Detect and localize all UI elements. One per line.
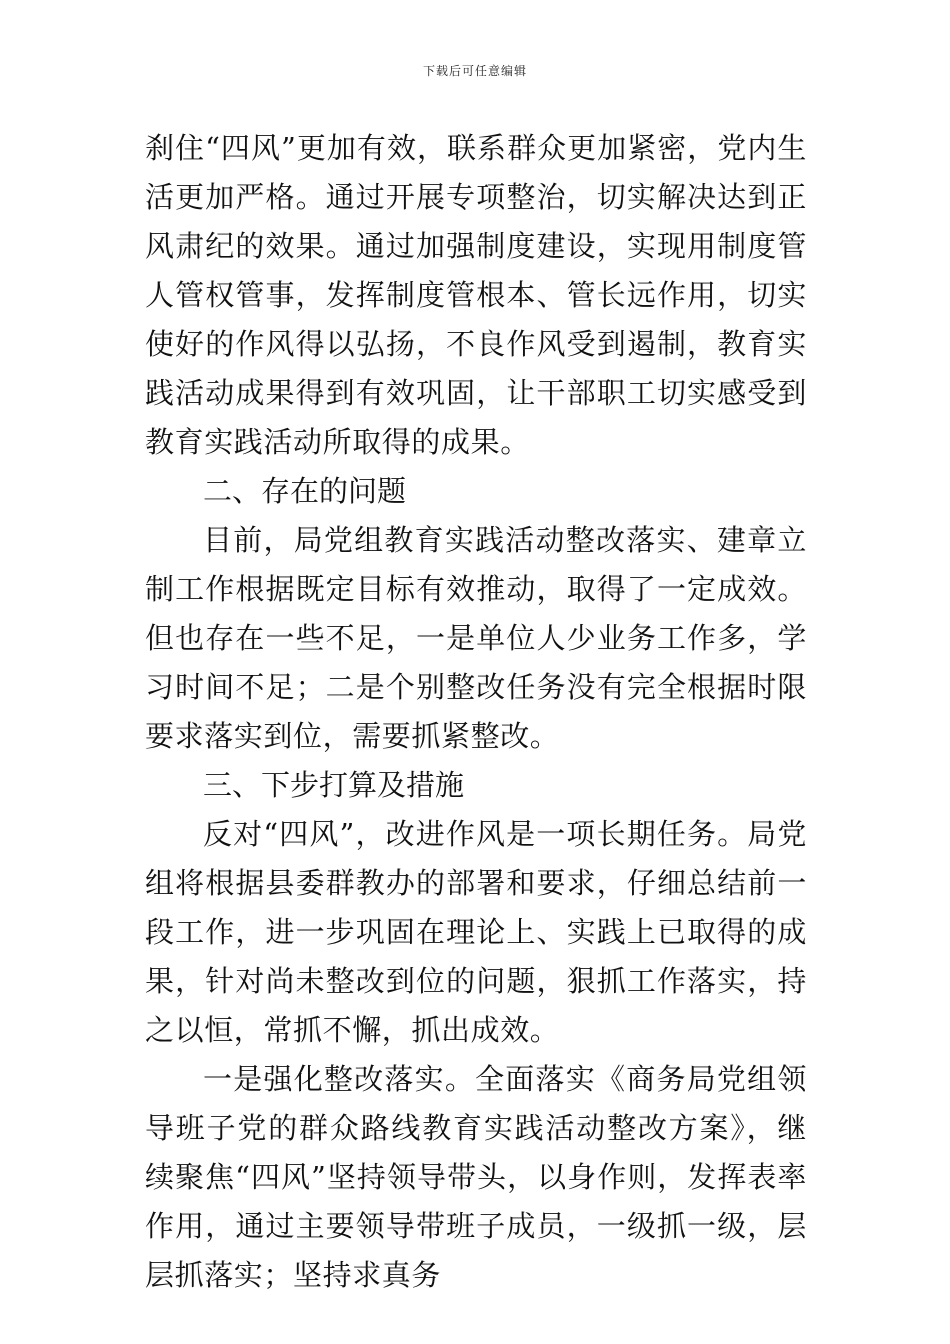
paragraph-next-steps: 反对“四风”，改进作风是一项长期任务。局党组将根据县委群教办的部署和要求，仔细总结前一段工作，进一步巩固在理论上、实践上已取得的成果，针对尚未整改到位的问题，狠抓工作落实，持之以恒，常抓不懈，抓出成效。 xyxy=(145,817,807,1047)
section-heading-next-steps: 三、下步打算及措施 xyxy=(203,768,465,802)
page-header-note: 下载后可任意编辑 xyxy=(422,64,527,78)
section-heading-problems: 二、存在的问题 xyxy=(203,474,407,508)
paragraph-continuation: 刹住“四风”更加有效，联系群众更加紧密，党内生活更加严格。通过开展专项整治，切实解决达到正风肃纪的效果。通过加强制度建设，实现用制度管人管权管事，发挥制度管根本、管长远作用，切实使好的作风得以弘扬，不良作风受到遏制，教育实践活动成果得到有效巩固，让干部职工切实感受到教育实践活动所取得的成果。 xyxy=(145,131,807,459)
document-body xyxy=(145,124,807,1300)
paragraph-problems: 目前，局党组教育实践活动整改落实、建章立制工作根据既定目标有效推动，取得了一定成效。但也存在一些不足，一是单位人少业务工作多，学习时间不足；二是个别整改任务没有完全根据时限要求落实到位，需要抓紧整改。 xyxy=(145,523,807,753)
paragraph-rectification: 一是强化整改落实。全面落实《商务局党组领导班子党的群众路线教育实践活动整改方案》，继续聚焦“四风”坚持领导带头，以身作则，发挥表率作用，通过主要领导带班子成员，一级抓一级，层层抓落实；坚持求真务 xyxy=(145,1062,807,1292)
